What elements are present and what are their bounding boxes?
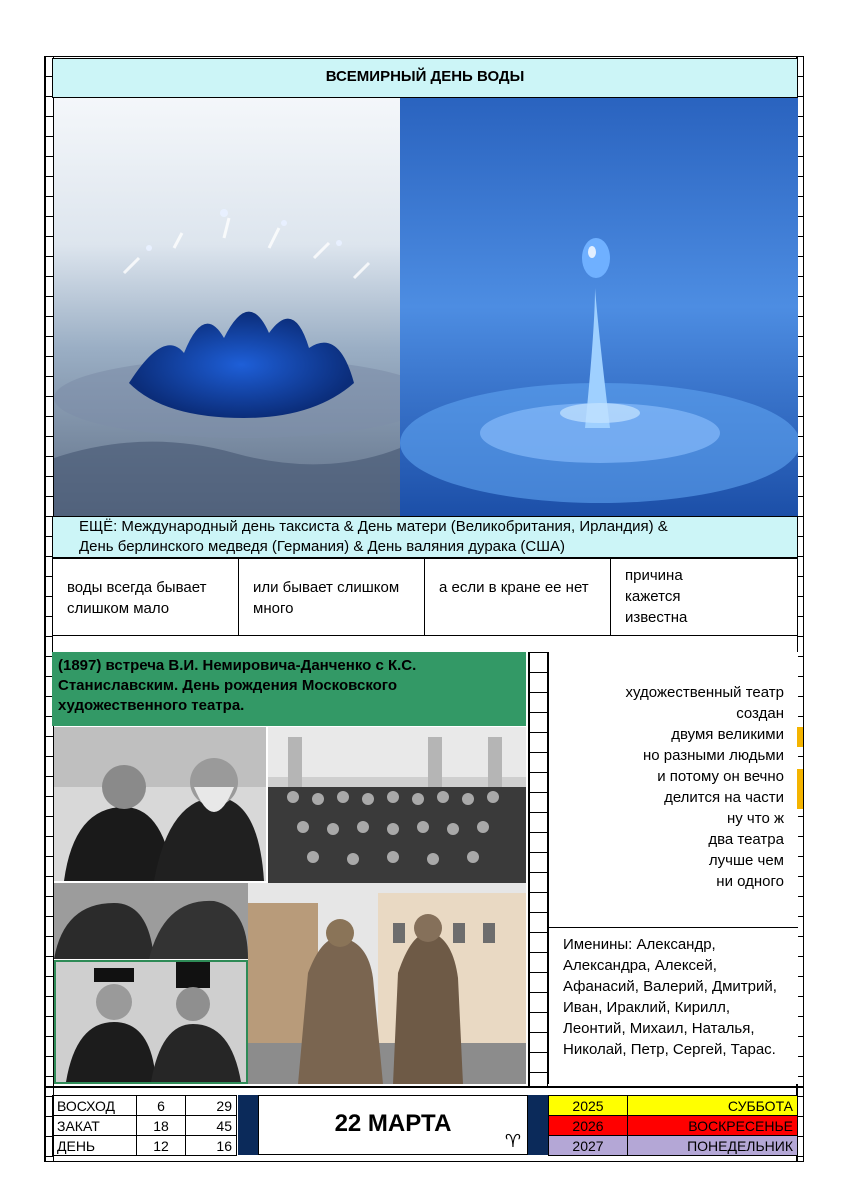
weekday-name: ПОНЕДЕЛЬНИК [628,1136,798,1156]
poem-line-4: но разными людьми [642,747,784,764]
poem-panel [548,652,798,928]
poem-marker-2 [797,769,803,789]
weekday-year: 2027 [549,1136,628,1156]
weekday-table [548,1095,798,1156]
event-text: (1897) встреча В.И. Немировича-Данченко с К.С. Станиславским. День рождения Московского художественного театра. [58,657,417,714]
poem-line-8: два театра [708,831,784,848]
date-right-bar [528,1095,548,1155]
namedays-text: Именины: Александр, Александра, Алексей, Афанасий, Валерий, Дмитрий, Иван, Ираклий, Кирилл, Леонтий, Михаил, Наталья, Николай, Петр, Сергей, Тарас. [563,936,777,1058]
quote-cell-3 [425,559,611,635]
poem-line-7: ну что ж [726,810,784,827]
troupe-photo [268,727,526,883]
separator-strip [52,636,798,652]
sun-row [53,1116,237,1136]
sun-label: ЗАКАТ [53,1116,137,1136]
event-description [52,652,526,726]
quote-cell-4 [611,559,797,635]
poem-line-6: делится на части [664,789,784,806]
sun-row [53,1096,237,1116]
weekday-row [549,1136,798,1156]
sun-label: ДЕНЬ [53,1136,137,1156]
quote-cell-1 [53,559,239,635]
also-holidays [52,516,798,558]
sun-minutes: 45 [186,1116,237,1136]
aries-icon: ♈ [504,1131,521,1152]
water-drop-photo [400,98,798,516]
poem-line-2: создан [736,705,784,722]
hats-photo [54,960,248,1084]
sun-hours: 6 [137,1096,186,1116]
weekday-name: ВОСКРЕСЕНЬЕ [628,1116,798,1136]
sun-table [52,1095,237,1156]
sun-hours: 18 [137,1116,186,1136]
poem-line-9: лучше чем [708,852,784,869]
sun-row [53,1136,237,1156]
poem-marker-3 [797,789,803,809]
water-crown-photo [54,98,400,516]
sun-hours: 12 [137,1136,186,1156]
date-box [258,1095,528,1155]
weekday-row [549,1116,798,1136]
quote-text-4: причина кажется известна [625,567,688,626]
also-line-1: ЕЩЁ: Международный день таксиста & День матери (Великобритания, Ирландия) & [79,518,668,535]
poem-line-3: двумя великими [671,726,784,743]
monument-photo [248,883,526,1084]
quotes-row [52,558,798,636]
sun-label: ВОСХОД [53,1096,137,1116]
date-label: 22 МАРТА [334,1110,452,1137]
quote-text-2: или бывает слишком много [253,579,400,617]
namedays-panel [548,928,798,1084]
page-title: ВСЕМИРНЫЙ ДЕНЬ ВОДЫ [52,58,798,98]
poem-line-1: художественный театр [625,684,784,701]
quote-cell-2 [239,559,425,635]
sun-minutes: 29 [186,1096,237,1116]
poem-line-5: и потому он вечно [657,768,784,785]
middle-grid-column [528,652,548,1086]
sun-minutes: 16 [186,1136,237,1156]
poem-marker-1 [797,727,803,747]
weekday-year: 2026 [549,1116,628,1136]
poem-line-10: ни одного [716,873,784,890]
date-left-bar [238,1095,258,1155]
weekday-row [549,1096,798,1116]
weekday-year: 2025 [549,1096,628,1116]
coats-photo [54,883,248,959]
quote-text-3: а если в кране ее нет [439,579,589,596]
weekday-name: СУББОТА [628,1096,798,1116]
founders-photo [54,727,266,881]
bottom-row-border [44,1086,804,1088]
also-line-2: День берлинского медведя (Германия) & День валяния дурака (США) [79,538,565,555]
quote-text-1: воды всегда бывает слишком мало [67,579,207,617]
